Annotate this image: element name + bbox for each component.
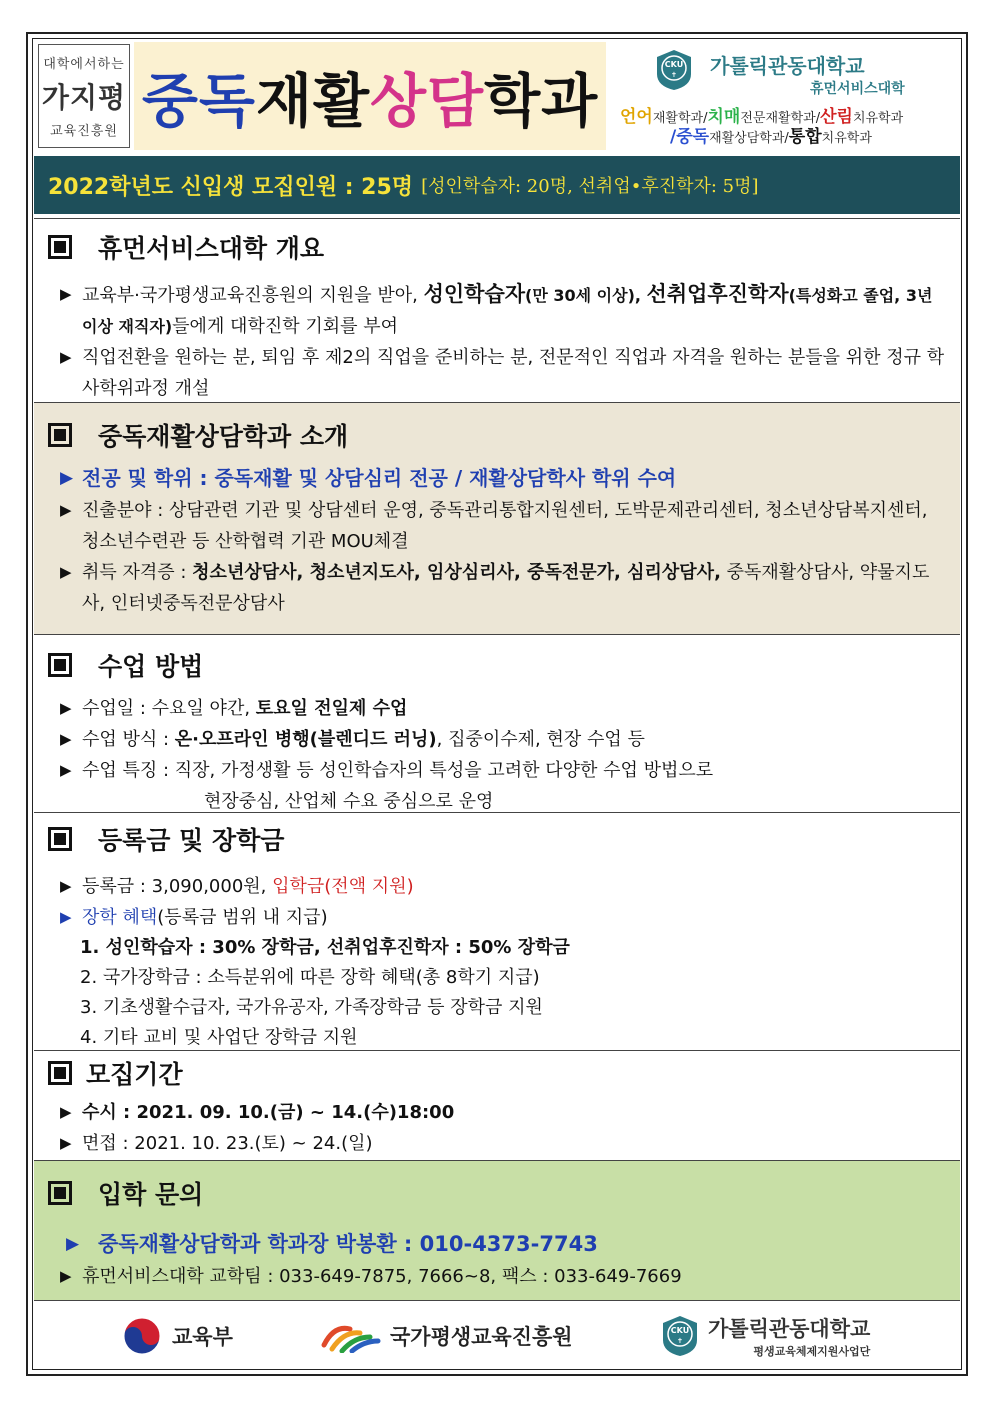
text: 휴먼서비스대학 교학팀 : 033-649-7875, 7666~8, 팩스 : 033-649-7669	[82, 1266, 682, 1287]
badge-text: CKU	[664, 60, 684, 69]
college-name: 휴먼서비스대학	[810, 81, 905, 97]
triangle-bullet-icon: ▶	[60, 730, 72, 748]
section-method	[34, 634, 960, 812]
square-bullet-icon	[48, 653, 72, 677]
university-name: 가톨릭관동대학교	[710, 54, 865, 78]
text: 입학금(전액 지원)	[272, 876, 414, 897]
title-part-3: 상담	[370, 67, 485, 135]
highlight-adult-learner: 성인학습자	[423, 282, 526, 306]
text: 중독재활상담학과 학과장 박봉환 : 010-4373-7743	[98, 1232, 598, 1256]
text: (등록금 범위 내 지급)	[157, 907, 328, 928]
inquiry-head-contact	[34, 1227, 960, 1261]
dept-em-dementia: 치매	[707, 107, 741, 127]
nile-mark-icon	[320, 1319, 382, 1353]
triangle-bullet-icon: ▶	[60, 563, 72, 581]
dept-list-line-2	[670, 122, 872, 147]
intro-certificates	[34, 557, 960, 619]
text: 수업 특징 : 직장, 가정생활 등 성인학습자의 특성을 고려한 다양한 수업 방법으로	[82, 760, 714, 781]
intro-career-fields	[34, 495, 960, 557]
triangle-bullet-icon: ▶	[60, 699, 72, 717]
method-schedule	[34, 693, 960, 724]
nile-logo	[320, 1301, 573, 1371]
footer-university-name: 가톨릭관동대학교	[708, 1317, 871, 1341]
scholarship-item-4: 4. 기타 교비 및 사업단 장학금 지원	[80, 1027, 358, 1048]
logo-line-1: 대학에서하는	[43, 57, 125, 72]
dept-rest-1: 재활학과/	[652, 111, 708, 126]
intro-major-degree	[34, 461, 960, 495]
text: 토요일 전일제 수업	[255, 698, 408, 719]
triangle-bullet-icon: ▶	[60, 877, 72, 895]
recruitment-banner	[34, 156, 960, 214]
text: 장학 혜택	[82, 907, 158, 928]
overview-bullet-1	[34, 279, 960, 342]
section-tuition	[34, 812, 960, 1050]
text: 온·오프라인 병행(블렌디드 러닝)	[174, 729, 437, 750]
text: 청소년상담사, 청소년지도사, 임상심리사, 중독전문가, 심리상담사,	[192, 562, 721, 583]
tuition-scholarship	[34, 902, 960, 933]
taegeuk-icon	[122, 1316, 162, 1356]
section-title-text: 모집기간	[86, 1060, 183, 1089]
scholarship-item-1: 1. 성인학습자 : 30% 장학금, 선취업후진학자 : 50% 장학금	[80, 937, 570, 958]
triangle-bullet-icon: ▶	[60, 1134, 72, 1152]
inquiry-office-contact	[34, 1261, 960, 1292]
text: 중독재활상담사, 약물지도사, 인터넷중독전문상담사	[82, 562, 930, 614]
header	[34, 40, 960, 152]
text: (만 30세 이상),	[525, 286, 647, 305]
logo-line-3: 교육진흥원	[50, 124, 118, 139]
triangle-bullet-icon: ▶	[66, 1234, 80, 1254]
university-badge-icon	[654, 48, 694, 92]
square-bullet-icon	[48, 1181, 72, 1205]
title-part-2: 재활	[255, 67, 370, 135]
text: 진출분야 : 상담관련 기관 및 상담센터 운영, 중독관리통합지원센터, 도박문제관리센터, 청소년상담복지센터, 청소년수련관 등 산학협력 기관 MOU체결	[82, 500, 928, 552]
text: , 집중이수제, 현장 수업 등	[436, 729, 645, 750]
section-intro	[34, 402, 960, 634]
section-title	[34, 413, 960, 457]
period-interview	[34, 1128, 960, 1159]
text: 면접 : 2021. 10. 23.(토) ~ 24.(일)	[82, 1133, 373, 1154]
dept-em-addiction: /중독	[670, 127, 710, 147]
scholarship-item-3: 3. 기초생활수급자, 국가유공자, 가족장학금 등 장학금 지원	[80, 997, 543, 1018]
dept-em-language: 언어	[620, 107, 653, 127]
text: 전공 및 학위 : 중독재활 및 상담심리 전공 / 재활상담학사 학위 수여	[82, 466, 677, 490]
triangle-bullet-icon: ▶	[60, 468, 74, 488]
section-title-text: 중독재활상담학과 소개	[98, 422, 349, 451]
triangle-bullet-icon: ▶	[60, 285, 72, 303]
program-logo	[38, 44, 130, 148]
triangle-bullet-icon: ▶	[60, 1267, 72, 1285]
section-period	[34, 1050, 960, 1160]
section-overview	[34, 218, 960, 402]
section-title-text: 수업 방법	[98, 652, 204, 681]
section-title	[34, 1171, 960, 1215]
university-badge-icon	[660, 1314, 700, 1358]
dept-rest-2: 전문재활학과/	[740, 111, 821, 126]
text: 직업전환을 원하는 분, 퇴임 후 제2의 직업을 준비하는 분, 전문적인 직업과 자격을 원하는 분들을 위한 정규 학사학위과정 개설	[82, 347, 945, 399]
text: 수업일 : 수요일 야간,	[82, 698, 256, 719]
square-bullet-icon	[48, 827, 72, 851]
dept-em-integrated: 통합	[788, 127, 822, 147]
svg-text:✝: ✝	[671, 71, 677, 79]
square-bullet-icon	[48, 1061, 72, 1085]
triangle-bullet-icon: ▶	[60, 908, 72, 926]
logo-line-2: 가지평	[41, 81, 127, 114]
svg-text:✝: ✝	[677, 1337, 683, 1345]
text: (특성화고 졸업, 3년 이상 재직자)	[82, 286, 933, 336]
section-title	[34, 643, 960, 687]
recruitment-main: 2022학년도 신입생 모집인원 : 25명	[48, 174, 414, 200]
text: 취득 자격증 :	[82, 562, 193, 583]
dept-rest-5: 치유학과	[821, 131, 872, 146]
tuition-fee	[34, 871, 960, 902]
triangle-bullet-icon: ▶	[60, 761, 72, 779]
highlight-work-first: 선취업후진학자	[646, 282, 789, 306]
dept-rest-4: 재활상담학과/	[709, 131, 789, 146]
dept-rest-3: 치유학과	[852, 111, 904, 126]
section-title-text: 등록금 및 장학금	[98, 826, 285, 855]
text: 현장중심, 산업체 수요 중심으로 운영	[204, 791, 494, 812]
cku-footer-logo	[660, 1301, 870, 1371]
method-features	[34, 755, 960, 817]
footer-logos	[34, 1300, 960, 1370]
moe-name: 교육부	[172, 1325, 233, 1349]
title-part-4: 학과	[484, 67, 599, 135]
nile-name: 국가평생교육진흥원	[390, 1325, 573, 1349]
text: 들에게 대학진학 기회를 부여	[172, 316, 398, 337]
square-bullet-icon	[48, 235, 72, 259]
overview-bullet-2	[34, 342, 960, 404]
text: 등록금 : 3,090,000원,	[82, 876, 273, 897]
triangle-bullet-icon: ▶	[60, 1103, 72, 1121]
page-title	[134, 42, 606, 150]
text: 수시 : 2021. 09. 10.(금) ~ 14.(수)18:00	[82, 1102, 455, 1123]
section-inquiry	[34, 1160, 960, 1300]
period-early	[34, 1097, 960, 1128]
title-part-1: 중독	[141, 67, 256, 135]
section-title	[34, 1051, 960, 1095]
section-title-text: 입학 문의	[98, 1180, 204, 1209]
triangle-bullet-icon: ▶	[60, 501, 72, 519]
section-title-text: 휴먼서비스대학 개요	[98, 234, 325, 263]
dept-em-forest: 산림	[820, 107, 853, 127]
recruitment-sub: [성인학습자: 20명, 선취업•후진학자: 5명]	[421, 176, 759, 197]
badge-text: CKU	[670, 1326, 690, 1335]
method-format	[34, 724, 960, 755]
moe-logo	[122, 1301, 233, 1371]
scholarship-item-2: 2. 국가장학금 : 소득분위에 따른 장학 혜택(총 8학기 지급)	[80, 967, 540, 988]
section-title	[34, 817, 960, 861]
square-bullet-icon	[48, 423, 72, 447]
text: 수업 방식 :	[82, 729, 175, 750]
footer-university-sub: 평생교육체제지원사업단	[753, 1345, 871, 1358]
triangle-bullet-icon: ▶	[60, 348, 72, 366]
text: 교육부·국가평생교육진흥원의 지원을 받아,	[82, 285, 424, 306]
section-title	[34, 225, 960, 269]
